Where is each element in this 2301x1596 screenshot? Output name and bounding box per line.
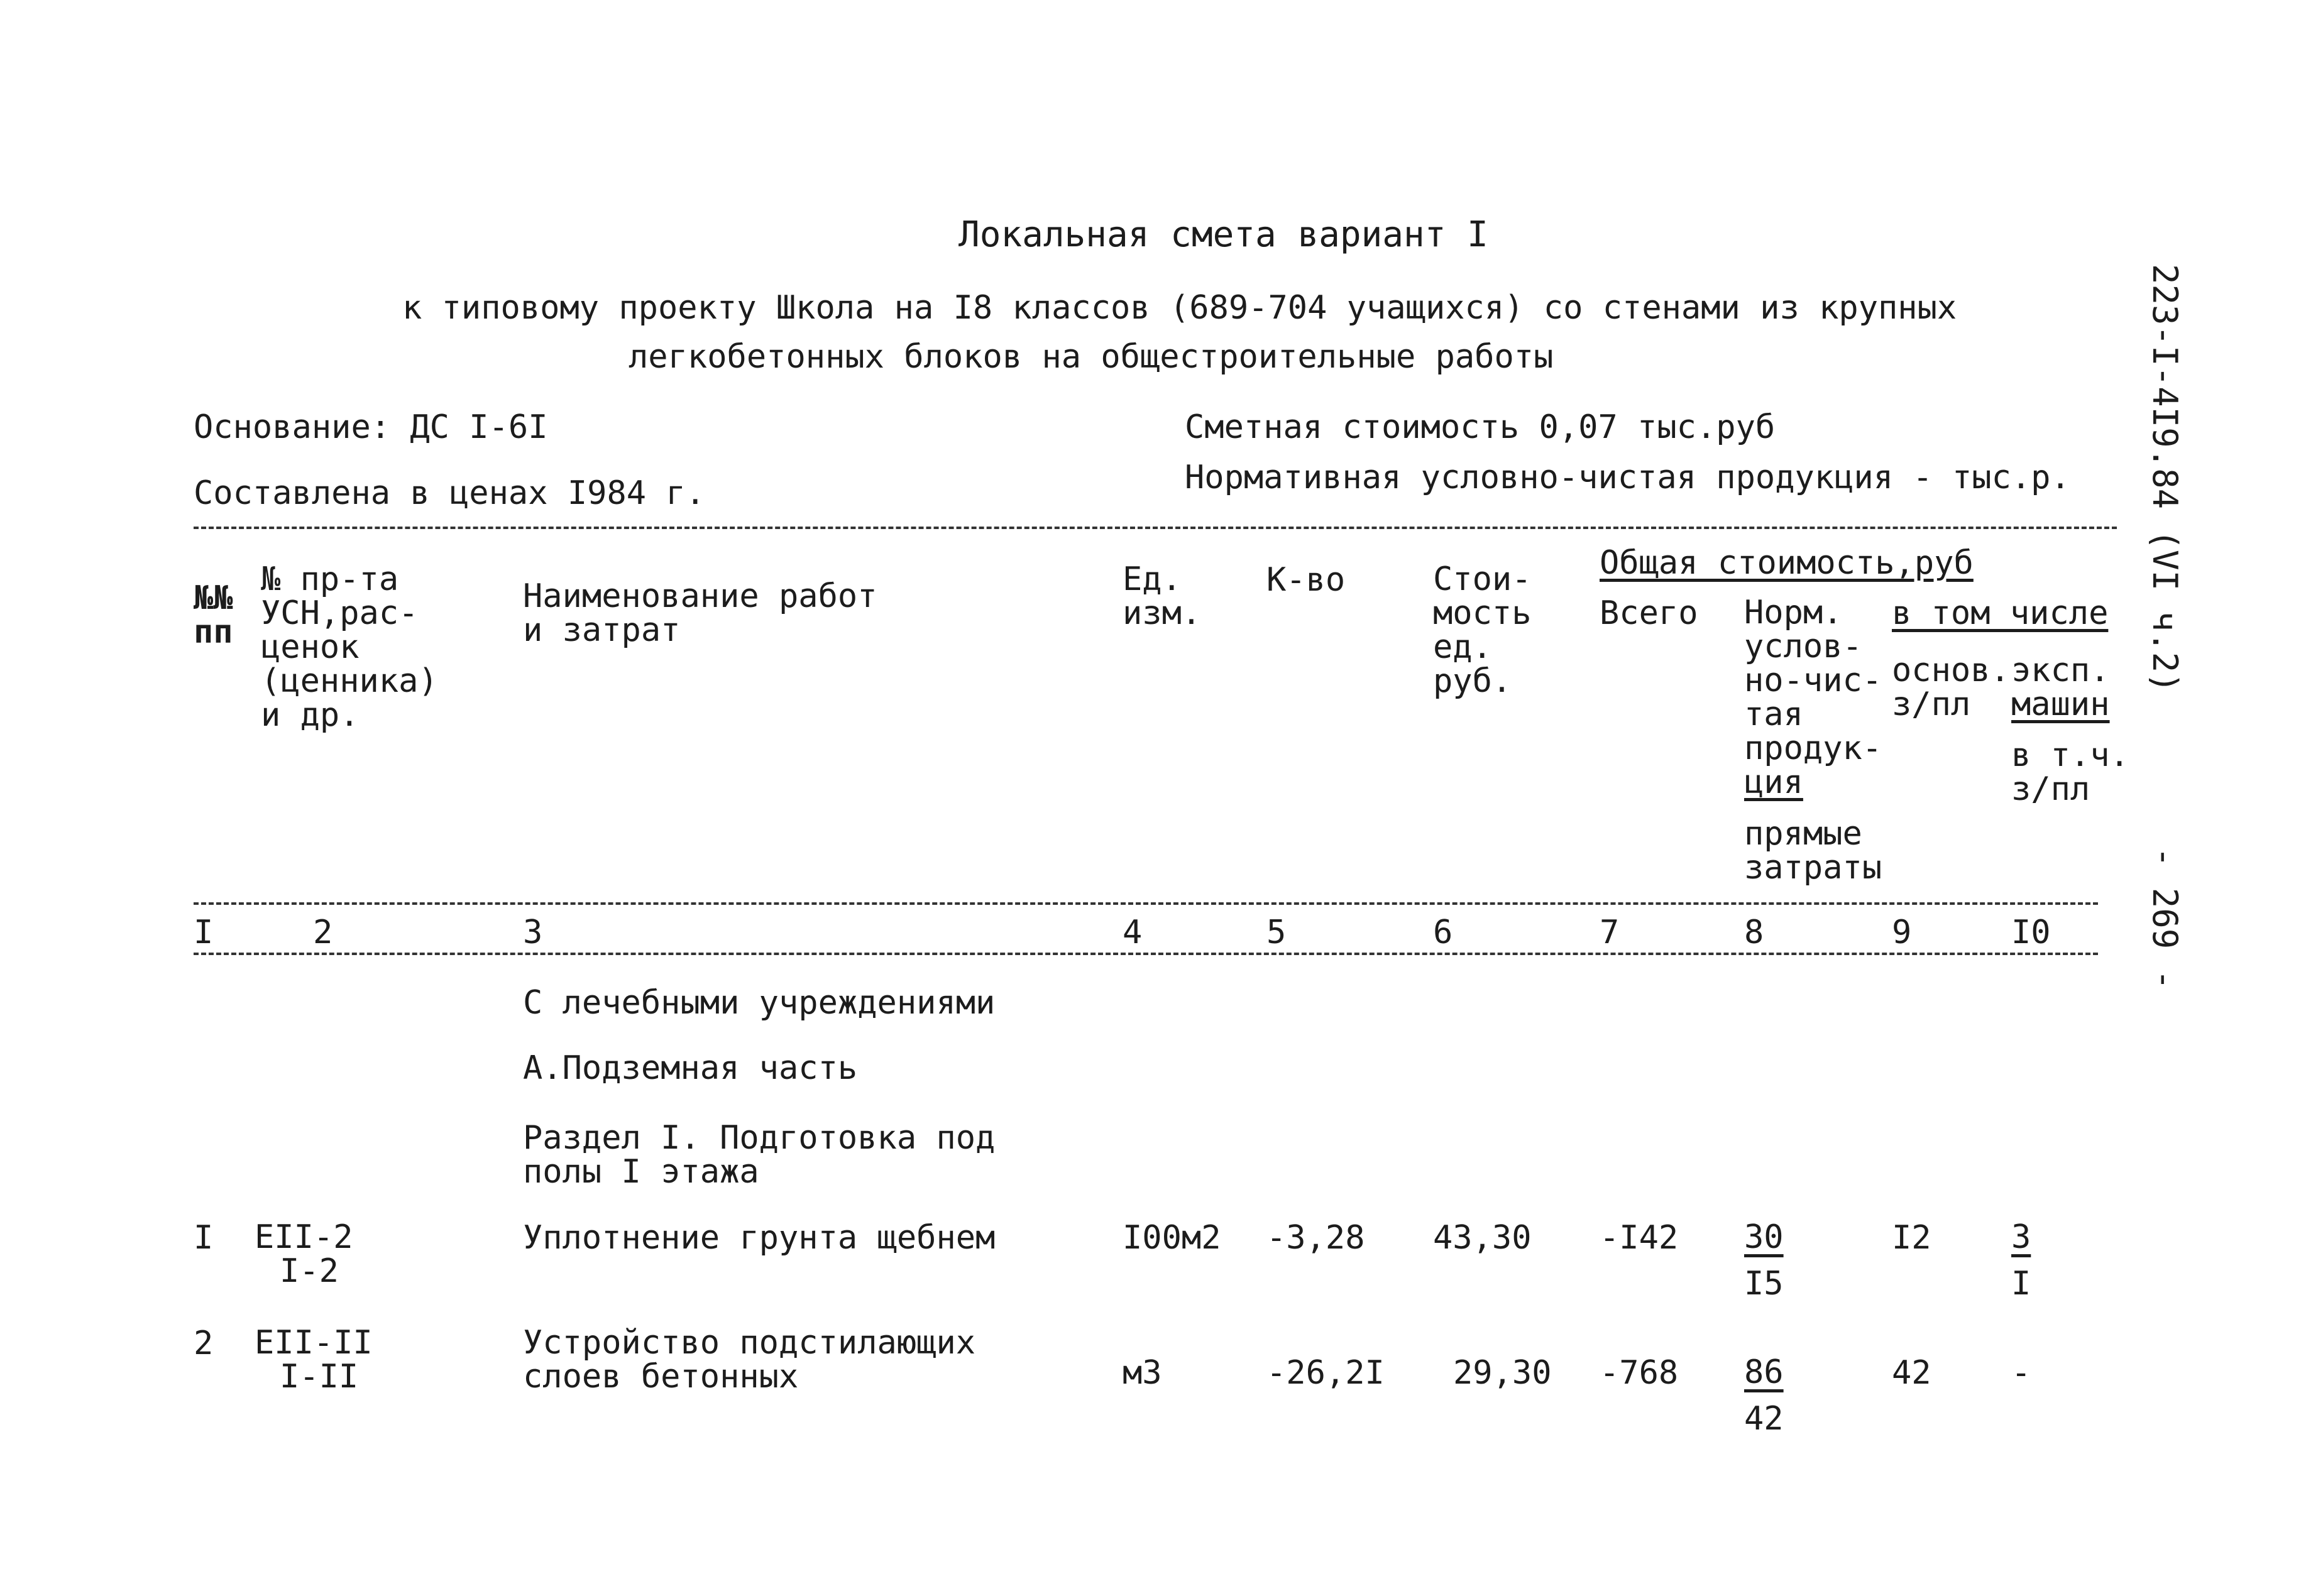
col-header-number: №№ пп [194,579,233,651]
row1-code: ЕII-2 I-2 [255,1218,353,1290]
part-heading: А.Подземная часть [523,1049,858,1087]
col-num-5: 5 [1266,914,1287,951]
normative-product-label: Нормативная условно-чистая продукция - тыс.р. [1185,459,2070,496]
row2-qty: -26,2I [1266,1354,1385,1392]
page-number: - 269 - [2145,846,2185,990]
row1-total: -I42 [1600,1219,1679,1257]
col-num-2: 2 [313,914,333,951]
row2-unit: м3 [1123,1354,1162,1392]
estimated-cost-label: Сметная стоимость 0,07 тыс.руб [1185,408,1776,446]
col-header-name: Наименование работ и затрат [523,577,877,649]
prices-label: Составлена в ценах I984 г. [194,474,705,512]
column-numbers-bottom-rule [194,953,2098,955]
row1-unit-cost: 43,30 [1433,1219,1532,1257]
col-header-including: в том числе [1892,594,2109,632]
col-num-3: 3 [523,914,543,951]
row1-norm: $\frac{30}{I5}$ [1744,1218,1784,1303]
group-heading: С лечебными учреждениями [523,984,996,1022]
document-code: 223-I-4I9.84 (VI ч.2) [2145,264,2185,693]
col-header-code: № пр-та УСН,рас- ценок (ценника) и др. [261,560,438,734]
row2-code: ЕII-II I-II [255,1324,373,1396]
column-numbers-top-rule [194,902,2098,905]
row2-machines: - [2011,1354,2031,1392]
col-header-total-group: Общая стоимость,руб [1600,544,1974,582]
row1-number: I [194,1219,214,1257]
col-header-direct-costs: прямые затраты [1744,815,1882,887]
row2-total: -768 [1600,1354,1679,1392]
col-header-unit-cost: Стои- мость ед. руб. [1433,560,1532,700]
col-header-machines-salary: в т.ч. з/пл [2011,736,2129,808]
row1-machines: $\frac{3}{I}$ [2011,1218,2031,1303]
row2-norm: $\frac{86}{42}$ [1744,1353,1784,1438]
row1-unit: I00м2 [1123,1219,1221,1257]
document-subtitle-line2: легкобетонных блоков на общестроительные работы [629,338,1554,376]
row1-salary: I2 [1892,1219,1931,1257]
col-num-7: 7 [1600,914,1620,951]
col-num-10: I0 [2011,914,2051,951]
col-num-8: 8 [1744,914,1764,951]
row2-name: Устройство подстилающих слоев бетонных [523,1324,976,1396]
row2-salary: 42 [1892,1354,1931,1392]
section-heading: Раздел I. Подготовка под полы I этажа [523,1119,996,1191]
row2-number: 2 [194,1325,214,1362]
side-document-code [2145,264,2185,990]
col-num-1: I [194,914,214,951]
col-header-machines: эксп. машин [2011,652,2110,723]
col-num-4: 4 [1123,914,1143,951]
col-header-qty: К-во [1266,561,1346,599]
document-subtitle-line1: к типовому проекту Школа на I8 классов (689-704 учащихся) со стенами из крупных [402,289,1957,327]
col-header-norm: Норм. услов- но-чис- тая продук- ция [1744,594,1882,801]
col-num-6: 6 [1433,914,1453,951]
col-header-unit: Ед. изм. [1123,560,1202,632]
row1-qty: -3,28 [1266,1219,1365,1257]
row2-unit-cost: 29,30 [1453,1354,1552,1392]
document-title: Локальная смета вариант I [958,214,1488,255]
col-header-total: Всего [1600,594,1698,632]
header-rule [194,527,2117,529]
row1-name: Уплотнение грунта щебнем [523,1219,996,1257]
col-num-9: 9 [1892,914,1912,951]
basis-label: Основание: ДС I-6I [194,408,548,446]
col-header-salary: основ. з/пл [1892,652,2010,723]
